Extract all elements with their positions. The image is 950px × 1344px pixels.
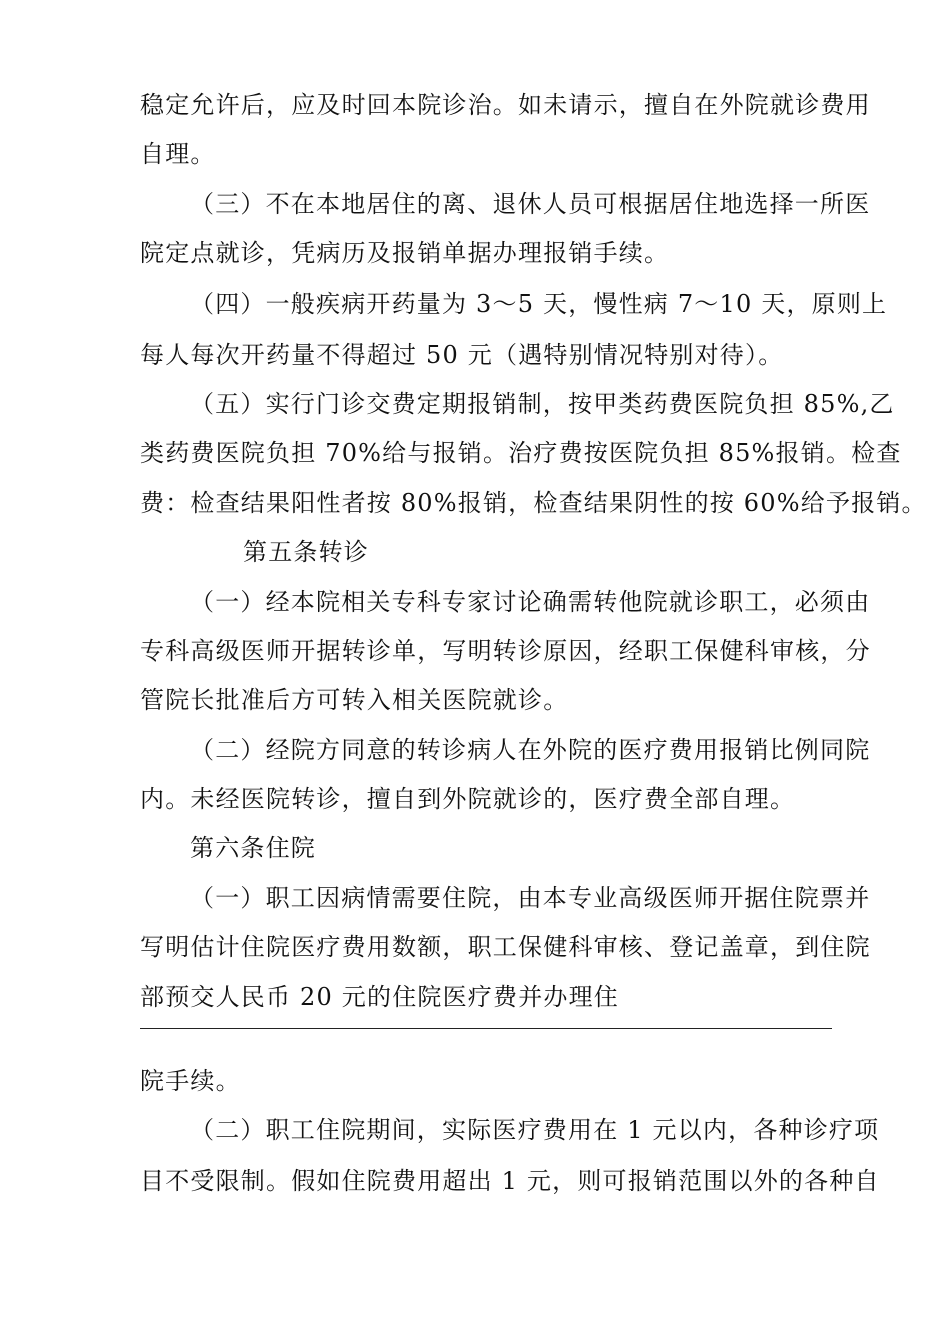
paragraph-line: 专科高级医师开据转诊单，写明转诊原因，经职工保健科审核，分 [140,637,871,665]
paragraph-line: 内。未经医院转诊，擅自到外院就诊的，医疗费全部自理。 [140,785,796,813]
paragraph-line: （一）经本院相关专科专家讨论确需转他院就诊职工，必须由 [190,588,871,616]
paragraph-line: 每人每次开药量不得超过 50 元（遇特别情况特别对待）。 [140,341,784,369]
paragraph-line: 类药费医院负担 70%给与报销。治疗费按医院负担 85%报销。检查 [140,439,902,467]
paragraph-line: （一）职工因病情需要住院，由本专业高级医师开据住院票并 [190,884,871,912]
section-heading: 第六条住院 [190,834,316,862]
paragraph-line: （二）职工住院期间，实际医疗费用在 1 元以内，各种诊疗项 [190,1116,880,1144]
paragraph-line: （三）不在本地居住的离、退休人员可根据居住地选择一所医 [190,190,871,218]
paragraph-line: 稳定允许后，应及时回本院诊治。如未请示，擅自在外院就诊费用 [140,91,871,119]
paragraph-line: （五）实行门诊交费定期报销制，按甲类药费医院负担 85%,乙 [190,390,895,418]
section-heading: 第五条转诊 [243,538,369,566]
paragraph-line: 费：检查结果阳性者按 80%报销，检查结果阴性的按 60%给予报销。 [140,489,927,517]
paragraph-line: 管院长批准后方可转入相关医院就诊。 [140,686,569,714]
page-divider [140,1028,832,1029]
paragraph-line: 目不受限制。假如住院费用超出 1 元，则可报销范围以外的各种自 [140,1167,880,1195]
paragraph-line: （四）一般疾病开药量为 3〜5 天，慢性病 7〜10 天，原则上 [190,290,888,318]
paragraph-line: （二）经院方同意的转诊病人在外院的医疗费用报销比例同院 [190,736,871,764]
paragraph-line: 写明估计住院医疗费用数额，职工保健科审核、登记盖章，到住院 [140,933,871,961]
paragraph-line: 院定点就诊，凭病历及报销单据办理报销手续。 [140,239,670,267]
paragraph-line: 院手续。 [140,1067,241,1095]
paragraph-line: 部预交人民币 20 元的住院医疗费并办理住 [140,983,619,1011]
paragraph-line: 自理。 [140,140,216,168]
